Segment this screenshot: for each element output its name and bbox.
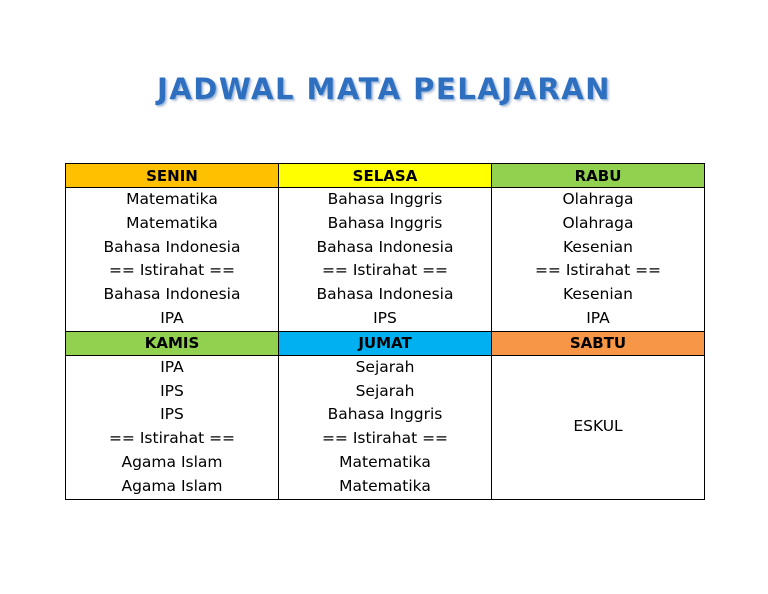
day-cell-jumat — [279, 355, 492, 499]
day-cell-kamis — [66, 355, 279, 499]
subject-item: Sejarah — [355, 381, 415, 400]
day-cell-senin — [66, 188, 279, 332]
subject-item: Bahasa Indonesia — [316, 237, 454, 256]
subject-item: Olahraga — [562, 190, 634, 208]
subject-item: IPA — [586, 308, 610, 327]
subjects-row-week2 — [66, 355, 705, 499]
header-row-week1 — [66, 164, 705, 188]
subject-item: Bahasa Indonesia — [103, 237, 241, 256]
subject-item: Bahasa Inggris — [327, 405, 443, 424]
schedule-table — [65, 163, 705, 500]
break-item: == Istirahat == — [321, 261, 449, 280]
break-item: == Istirahat == — [108, 429, 236, 448]
subject-item: IPS — [373, 308, 397, 327]
subject-item: IPA — [160, 357, 184, 376]
subject-item: Kesenian — [563, 237, 633, 256]
day-header-kamis: KAMIS — [66, 331, 279, 355]
subject-item: Bahasa Indonesia — [316, 285, 454, 304]
subject-item: ESKUL — [573, 417, 623, 436]
day-header-senin: SENIN — [66, 164, 279, 188]
break-item: == Istirahat == — [321, 429, 449, 448]
subject-item: Agama Islam — [121, 476, 223, 495]
subject-item: IPS — [160, 381, 184, 400]
subject-item: IPA — [160, 308, 184, 327]
day-header-jumat: JUMAT — [279, 331, 492, 355]
subject-item: Bahasa Inggris — [327, 213, 443, 232]
subject-item: Matematika — [339, 452, 431, 471]
subject-item: Bahasa Indonesia — [103, 285, 241, 304]
day-header-rabu: RABU — [492, 164, 705, 188]
header-row-week2 — [66, 331, 705, 355]
subject-item: Matematika — [126, 190, 218, 208]
day-cell-rabu — [492, 188, 705, 332]
day-cell-selasa — [279, 188, 492, 332]
subject-item: Bahasa Inggris — [327, 190, 443, 208]
subject-item: Kesenian — [563, 285, 633, 304]
break-item: == Istirahat == — [108, 261, 236, 280]
break-item: == Istirahat == — [534, 261, 662, 280]
day-cell-sabtu — [492, 355, 705, 499]
subject-item: Matematika — [339, 476, 431, 495]
day-header-selasa: SELASA — [279, 164, 492, 188]
subject-item: Sejarah — [355, 357, 415, 376]
subject-item: Matematika — [126, 213, 218, 232]
day-header-sabtu: SABTU — [492, 331, 705, 355]
subject-item: Agama Islam — [121, 452, 223, 471]
subject-item: Olahraga — [562, 213, 634, 232]
subjects-row-week1 — [66, 188, 705, 332]
page-title: JADWAL MATA PELAJARAN — [157, 72, 611, 106]
subject-item: IPS — [160, 405, 184, 424]
